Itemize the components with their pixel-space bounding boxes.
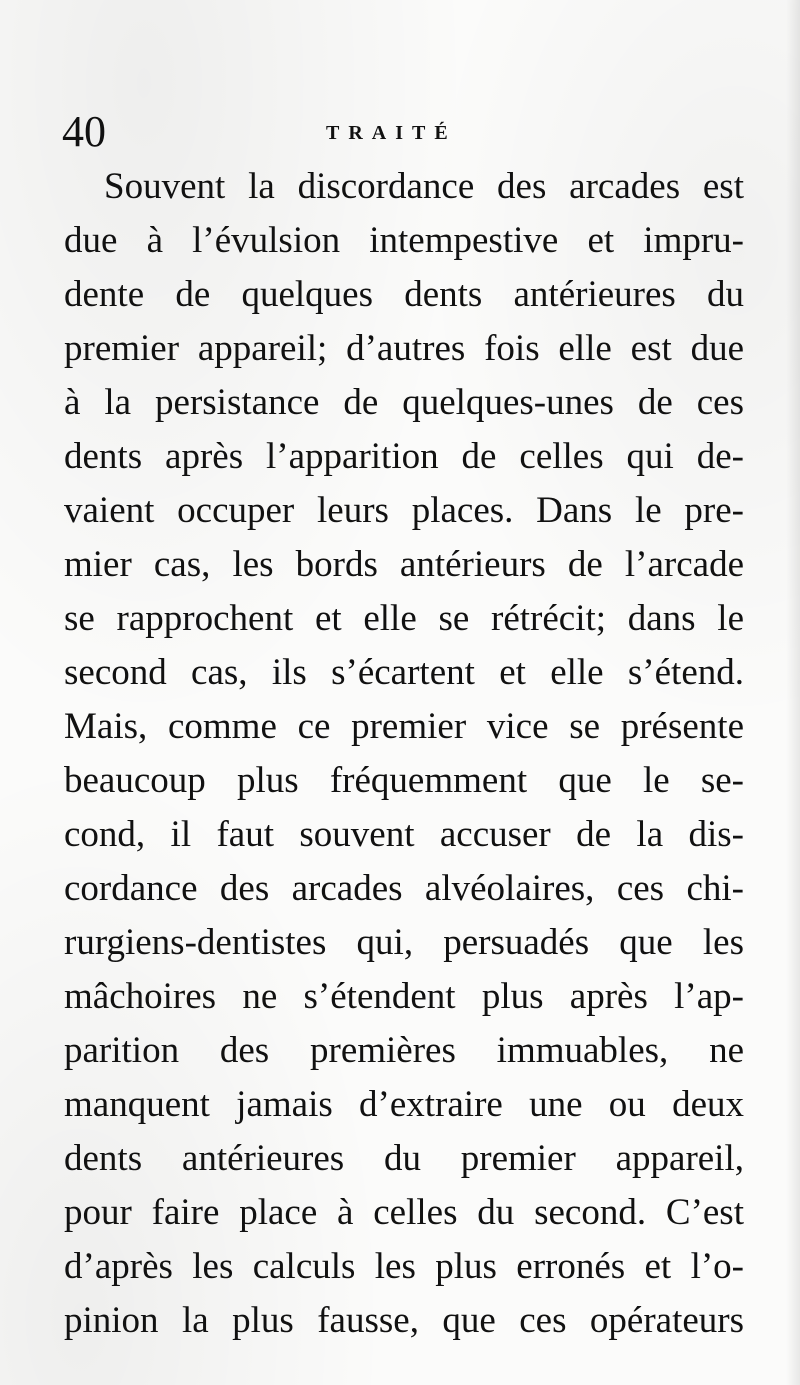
text-line: cordance des arcades alvéolaires, ces chi- bbox=[64, 868, 744, 909]
text-line: à la persistance de quelques-unes de ces bbox=[64, 382, 744, 423]
text-line: pinion la plus fausse, que ces opérateurs bbox=[64, 1300, 744, 1341]
text-line: cond, il faut souvent accuser de la dis- bbox=[64, 814, 744, 855]
text-line: rurgiens-dentistes qui, persuadés que les bbox=[64, 922, 744, 963]
page-edge-shadow bbox=[786, 0, 800, 1385]
text-line: second cas, ils s’écartent et elle s’étend. bbox=[64, 652, 744, 693]
text-line: Souvent la discordance des arcades est bbox=[104, 166, 744, 207]
page-number: 40 bbox=[62, 107, 106, 156]
text-line: pour faire place à celles du second. C’est bbox=[64, 1192, 744, 1233]
text-line: vaient occuper leurs places. Dans le pre- bbox=[64, 490, 744, 531]
text-line: mâchoires ne s’étendent plus après l’ap- bbox=[64, 976, 744, 1017]
page-header bbox=[62, 108, 742, 156]
text-line: d’après les calculs les plus erronés et l’o- bbox=[64, 1246, 744, 1287]
text-line: parition des premières immuables, ne bbox=[64, 1030, 744, 1071]
running-head: TRAITÉ bbox=[326, 122, 457, 144]
text-line: dents après l’apparition de celles qui de- bbox=[64, 436, 744, 477]
text-line: due à l’évulsion intempestive et impru- bbox=[64, 220, 744, 261]
text-line: se rapprochent et elle se rétrécit; dans le bbox=[64, 598, 744, 639]
text-line: premier appareil; d’autres fois elle est due bbox=[64, 328, 744, 369]
text-line: beaucoup plus fréquemment que le se- bbox=[64, 760, 744, 801]
text-line: dents antérieures du premier appareil, bbox=[64, 1138, 744, 1179]
text-line: manquent jamais d’extraire une ou deux bbox=[64, 1084, 744, 1125]
text-line: mier cas, les bords antérieurs de l’arcade bbox=[64, 544, 744, 585]
text-line: Mais, comme ce premier vice se présente bbox=[64, 706, 744, 747]
text-line: dente de quelques dents antérieures du bbox=[64, 274, 744, 315]
